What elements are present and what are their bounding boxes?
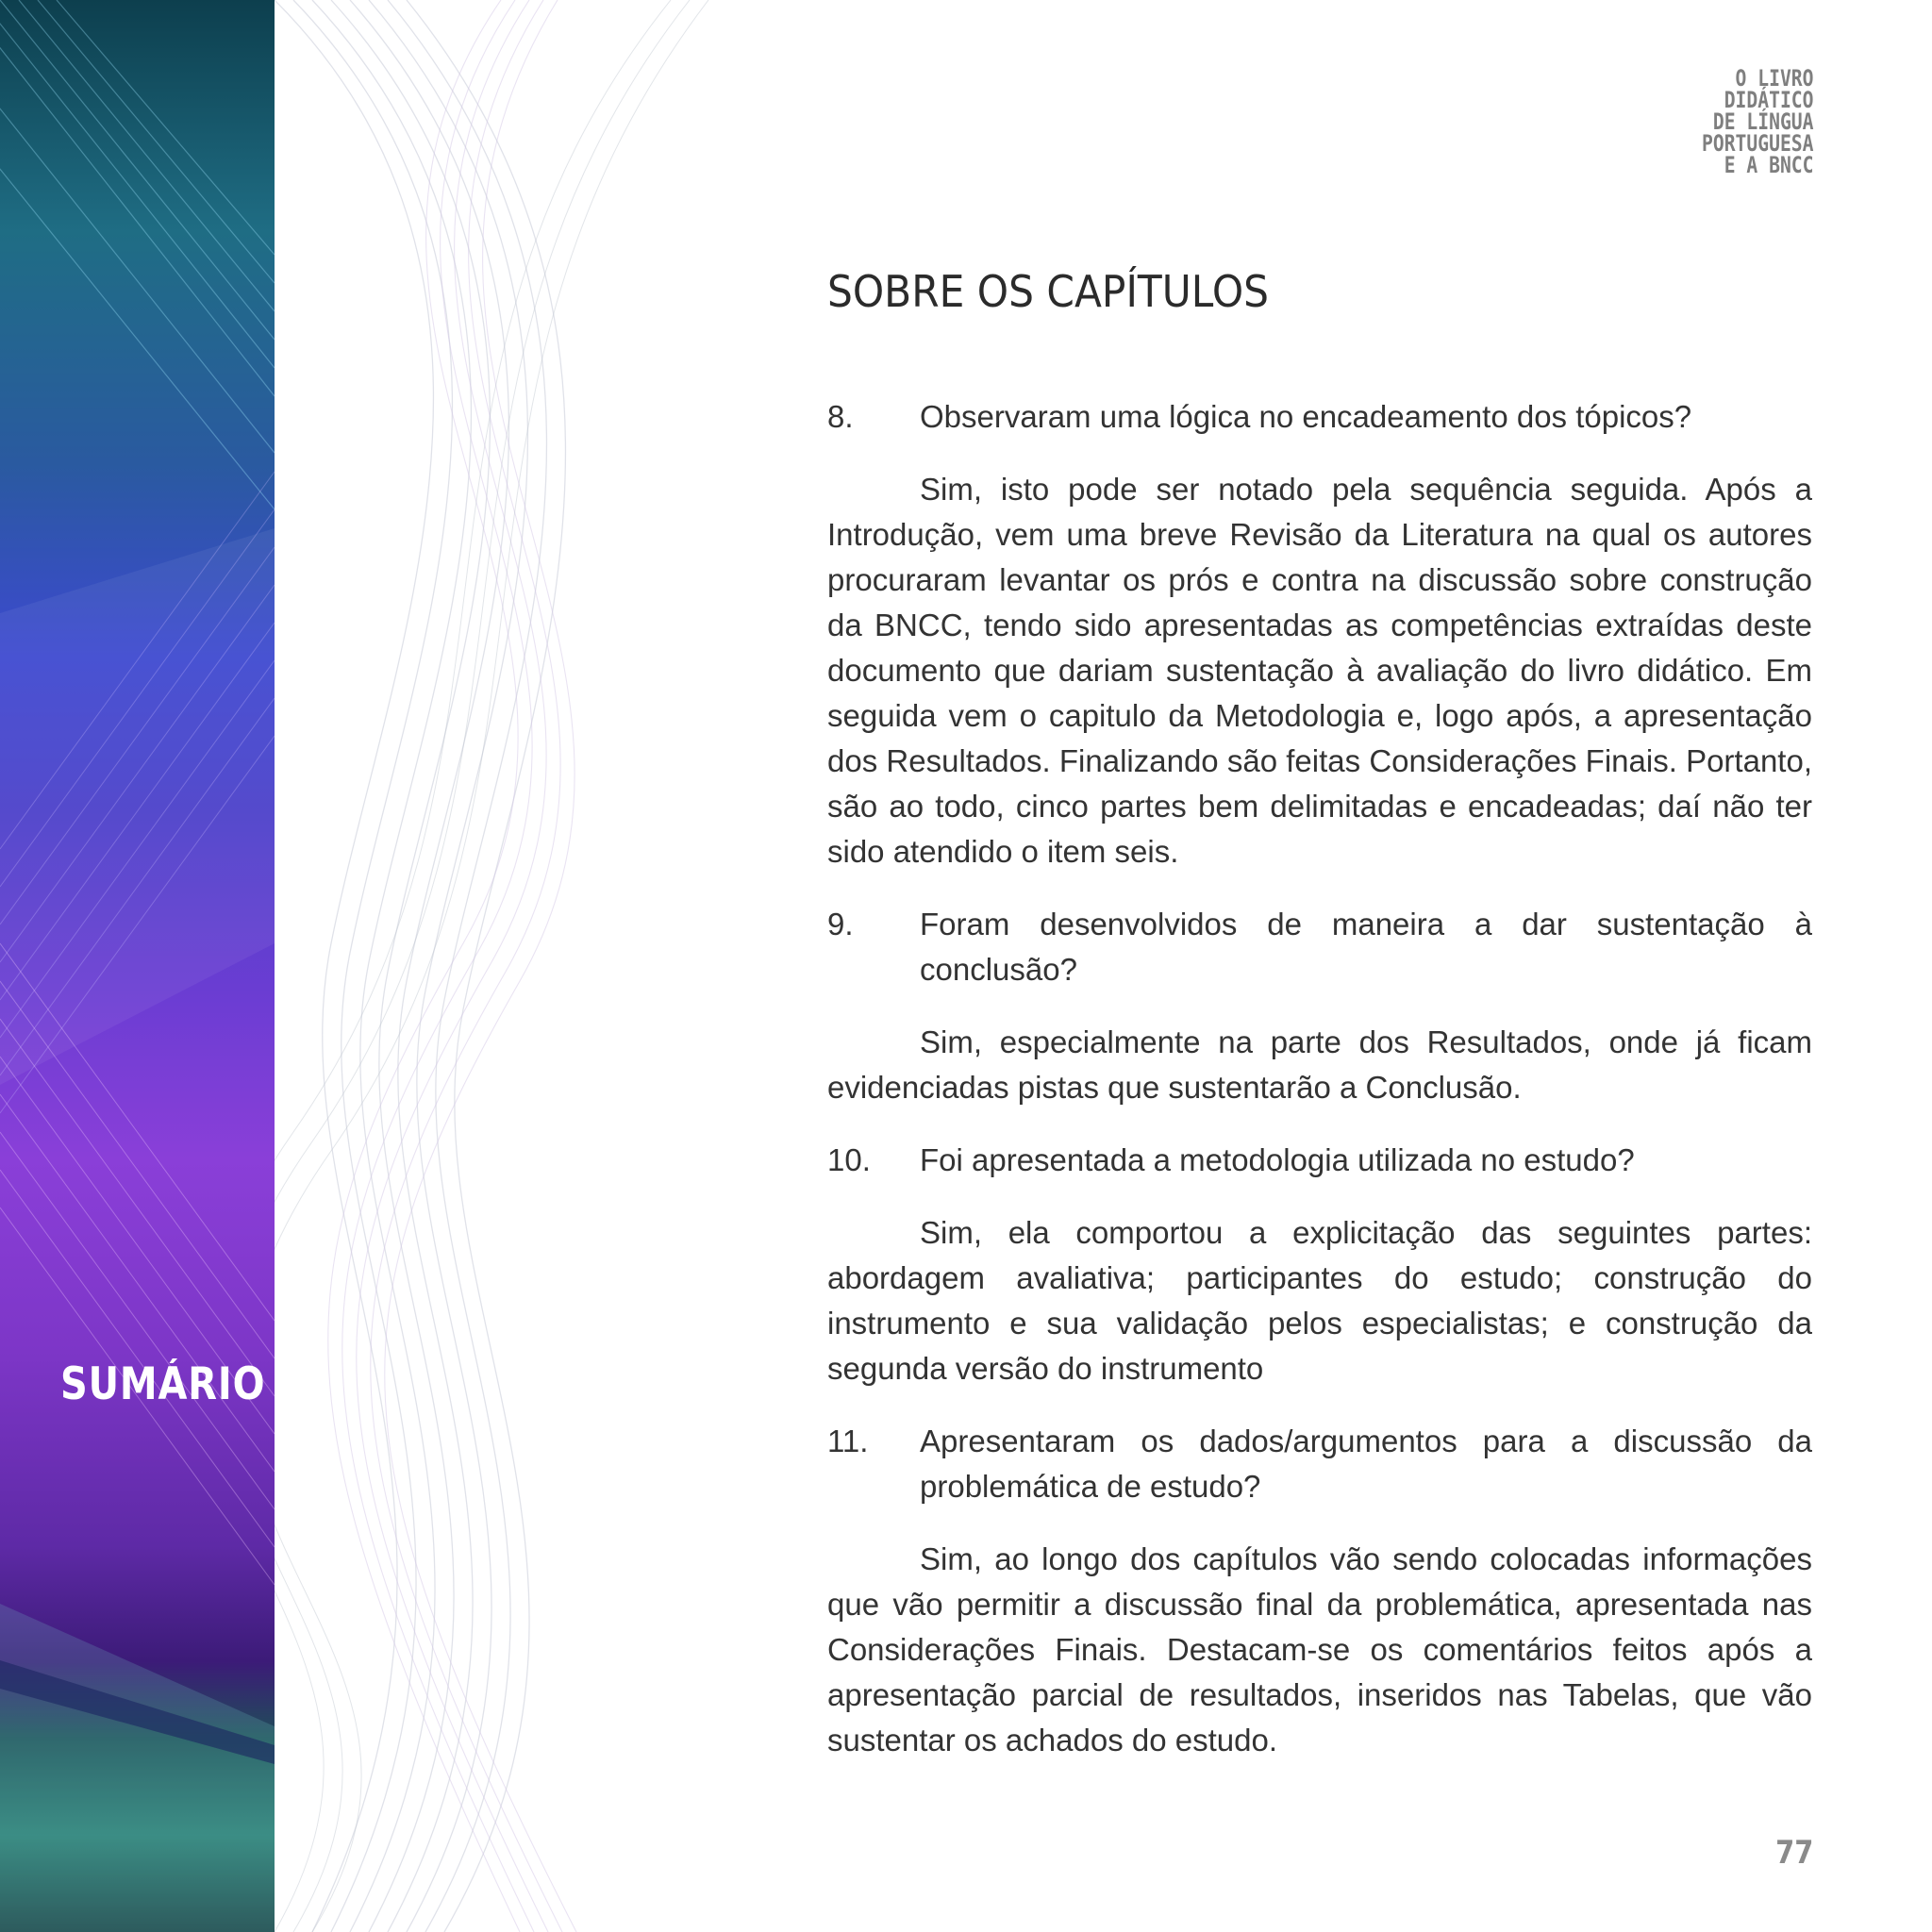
- logo-line: O LIVRO: [1735, 65, 1813, 92]
- answer-paragraph: Sim, ela comportou a explicitação das seguintes partes: abordagem avaliativa; participantes do estudo; construção do instrumento e sua validação pelos especialistas; e construção da segunda versão do instrumento: [827, 1215, 1812, 1386]
- logo-line: PORTUGUESA: [1701, 130, 1813, 157]
- answer-paragraph: Sim, especialmente na parte dos Resultados, onde já ficam evidenciadas pistas que sustentarão a Conclusão.: [827, 1024, 1812, 1105]
- sumario-link[interactable]: SUMÁRIO: [60, 1358, 266, 1410]
- logo-line: DE LÍNGUA: [1712, 108, 1813, 135]
- answer-paragraph: Sim, isto pode ser notado pela sequência seguida. Após a Introdução, vem uma breve Revisão da Literatura na qual os autores procuraram levantar os prós e contra na discussão sobre construção da BNCC, tendo sido apresentadas as competências extraídas deste documento que dariam sustentação à avaliação do livro didático. Em seguida vem o capitulo da Metodologia e, logo após, a apresentação dos Resultados. Finalizando são feitas Considerações Finais. Portanto, são ao todo, cinco partes bem delimitadas e encadeadas; daí não ter sido atendido o item seis.: [827, 472, 1812, 869]
- sidebar-banner: [0, 0, 275, 1932]
- page-number: 77: [1774, 1834, 1813, 1872]
- decorative-waves: [275, 0, 727, 1932]
- question-number: 10.: [827, 1142, 871, 1177]
- question-text: Foram desenvolvidos de maneira a dar sustentação à conclusão?: [920, 907, 1812, 987]
- logo-line: DIDÁTICO: [1724, 87, 1813, 113]
- question-item: [827, 902, 1812, 992]
- sidebar-pattern: [0, 0, 275, 1932]
- logo-line: E A BNCC: [1724, 152, 1813, 178]
- question-number: 8.: [827, 399, 854, 434]
- question-text: Observaram uma lógica no encadeamento dos tópicos?: [920, 399, 1692, 434]
- question-item: [827, 394, 1812, 440]
- content-body: [827, 394, 1812, 1790]
- question-item: [827, 1138, 1812, 1183]
- question-number: 9.: [827, 907, 854, 941]
- page-title: SOBRE OS CAPÍTULOS: [827, 266, 1270, 317]
- book-logo: [1677, 65, 1814, 178]
- answer-paragraph: Sim, ao longo dos capítulos vão sendo colocadas informações que vão permitir a discussão final da problemática, apresentada nas Considerações Finais. Destacam-se os comentários feitos após a apresentação parcial de resultados, inseridos nas Tabelas, que vão sustentar os achados do estudo.: [827, 1541, 1812, 1757]
- question-item: [827, 1419, 1812, 1509]
- question-number: 11.: [827, 1424, 869, 1458]
- question-text: Foi apresentada a metodologia utilizada no estudo?: [920, 1142, 1635, 1177]
- question-text: Apresentaram os dados/argumentos para a discussão da problemática de estudo?: [920, 1424, 1812, 1504]
